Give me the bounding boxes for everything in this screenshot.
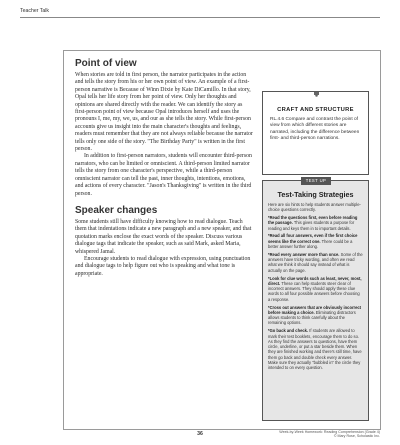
tip-4-text: These can help students steer clear of incorrect answers. They should apply these clue words to all four possible answers before choosing a response. — [268, 280, 360, 302]
running-header: Teacher Talk — [20, 8, 50, 14]
footer-credit-copyright: © Mary Rose, Scholastic Inc. — [333, 434, 380, 439]
craft-and-structure-box — [262, 91, 369, 175]
tip-2 — [268, 233, 363, 249]
puzzle-icon — [313, 92, 320, 97]
tip-4 — [268, 276, 363, 302]
tip-5 — [268, 305, 363, 326]
tip-4-lead: *Look for clue words such as least, never, most, direct. — [268, 275, 362, 286]
tip-5-lead: *Cross out answers that are obviously incorrect before making a choice. — [268, 304, 362, 315]
tip-6 — [268, 328, 363, 370]
tip-2-lead: *Read all four answers, even if the first choice seems like the correct one. — [268, 233, 358, 244]
footer-credit-title: Week-by-Week Homework: Reading Comprehension (Grade 4) — [279, 430, 380, 434]
tip-1 — [268, 215, 363, 231]
article-column — [75, 58, 253, 278]
tip-6-lead: *Go back and check. — [268, 328, 309, 334]
test-taking-strategies-box — [262, 180, 369, 421]
craft-standard-text: RL.4.6 Compare and contrast the point of view from which different stories are narrated, including the difference between first- and third-person narrations. — [270, 117, 360, 141]
tip-1-text: This gives students a purpose for reading and keys them in to important details. — [268, 220, 355, 231]
paragraph-4: Encourage students to read dialogue with expression, using punctuation and dialogue tags to help figure out who is speaking and what tone is appropriate. — [75, 255, 251, 277]
tip-3-text: Some of the answers have tricky wording, and often we read what we think it should say instead of what is actually on the page. — [268, 251, 363, 273]
page-number: 36 — [197, 431, 203, 437]
tip-3-lead: *Read every answer more than once. — [268, 251, 340, 257]
header-rule — [20, 17, 380, 18]
tips-title: Test-Taking Strategies — [277, 190, 354, 199]
tips-body — [263, 202, 368, 371]
test-up-tab: TEST UP — [301, 177, 331, 185]
paragraph-2: In addition to first-person narrators, students will encounter third-person narrators, who can be limited or omniscient. A third-person limited narrator tells the story from one character's perspective, while a third-person omniscient narrator can tell the past, inner thoughts, intentions, emotions, and actions of every character. "Jason's Thanksgiving" is written in the third person. — [75, 153, 252, 197]
tips-intro: Here are six hints to help students answer multiple-choice questions correctly. — [268, 202, 361, 213]
tip-3 — [268, 252, 363, 273]
tip-5-text: Eliminating distractors allows students to think carefully about the remaining options. — [268, 309, 356, 326]
heading-point-of-view: Point of view — [75, 58, 137, 69]
tip-1-lead: *Read the questions first, even before reading the passage. — [268, 215, 358, 226]
footer-credit — [279, 430, 380, 439]
tip-2-text: There could be a better answer further along. — [268, 238, 353, 250]
heading-speaker-changes: Speaker changes — [75, 204, 158, 216]
paragraph-1: When stories are told in first person, the narrator participates in the action and tells the story from his or her own point of view. An example of a first-person narrative is Because of Winn Dixie by Kate DiCamillo. In that story, Opal tells her life story from her point of view. Only her thoughts and opinions are shared directly with the reader. We can identify the story as first-person point of view because Opal introduces herself and uses the pronouns I, me, my, we, us, and our as she tells the story. While first-person accounts give us insight into the main character's thoughts and feelings, readers must remember that they are not always reliable because the narrator tells only one side of the story. "The Birthday Party" is written in the first person. — [75, 72, 253, 153]
craft-title: CRAFT AND STRUCTURE — [277, 107, 354, 113]
paragraph-3: Some students still have difficulty knowing how to read dialogue. Teach them that indentations indicate a new paragraph and a new speaker, and that quotation marks enclose the exact words of the speaker. Discuss various dialogue tags that indicate the speaker, such as said Mark, asked Maria, whispered Jamal. — [75, 218, 252, 255]
tip-6-text: If students are allowed to mark their test booklets, encourage them to do so. As they find the answers to questions, have them circle, underline, or put a star beside them. When they are finished working and there's still time, have them go back and double check every answer. Make sure they actually "bubbled in" the circle they intended to on every question. — [268, 328, 362, 371]
